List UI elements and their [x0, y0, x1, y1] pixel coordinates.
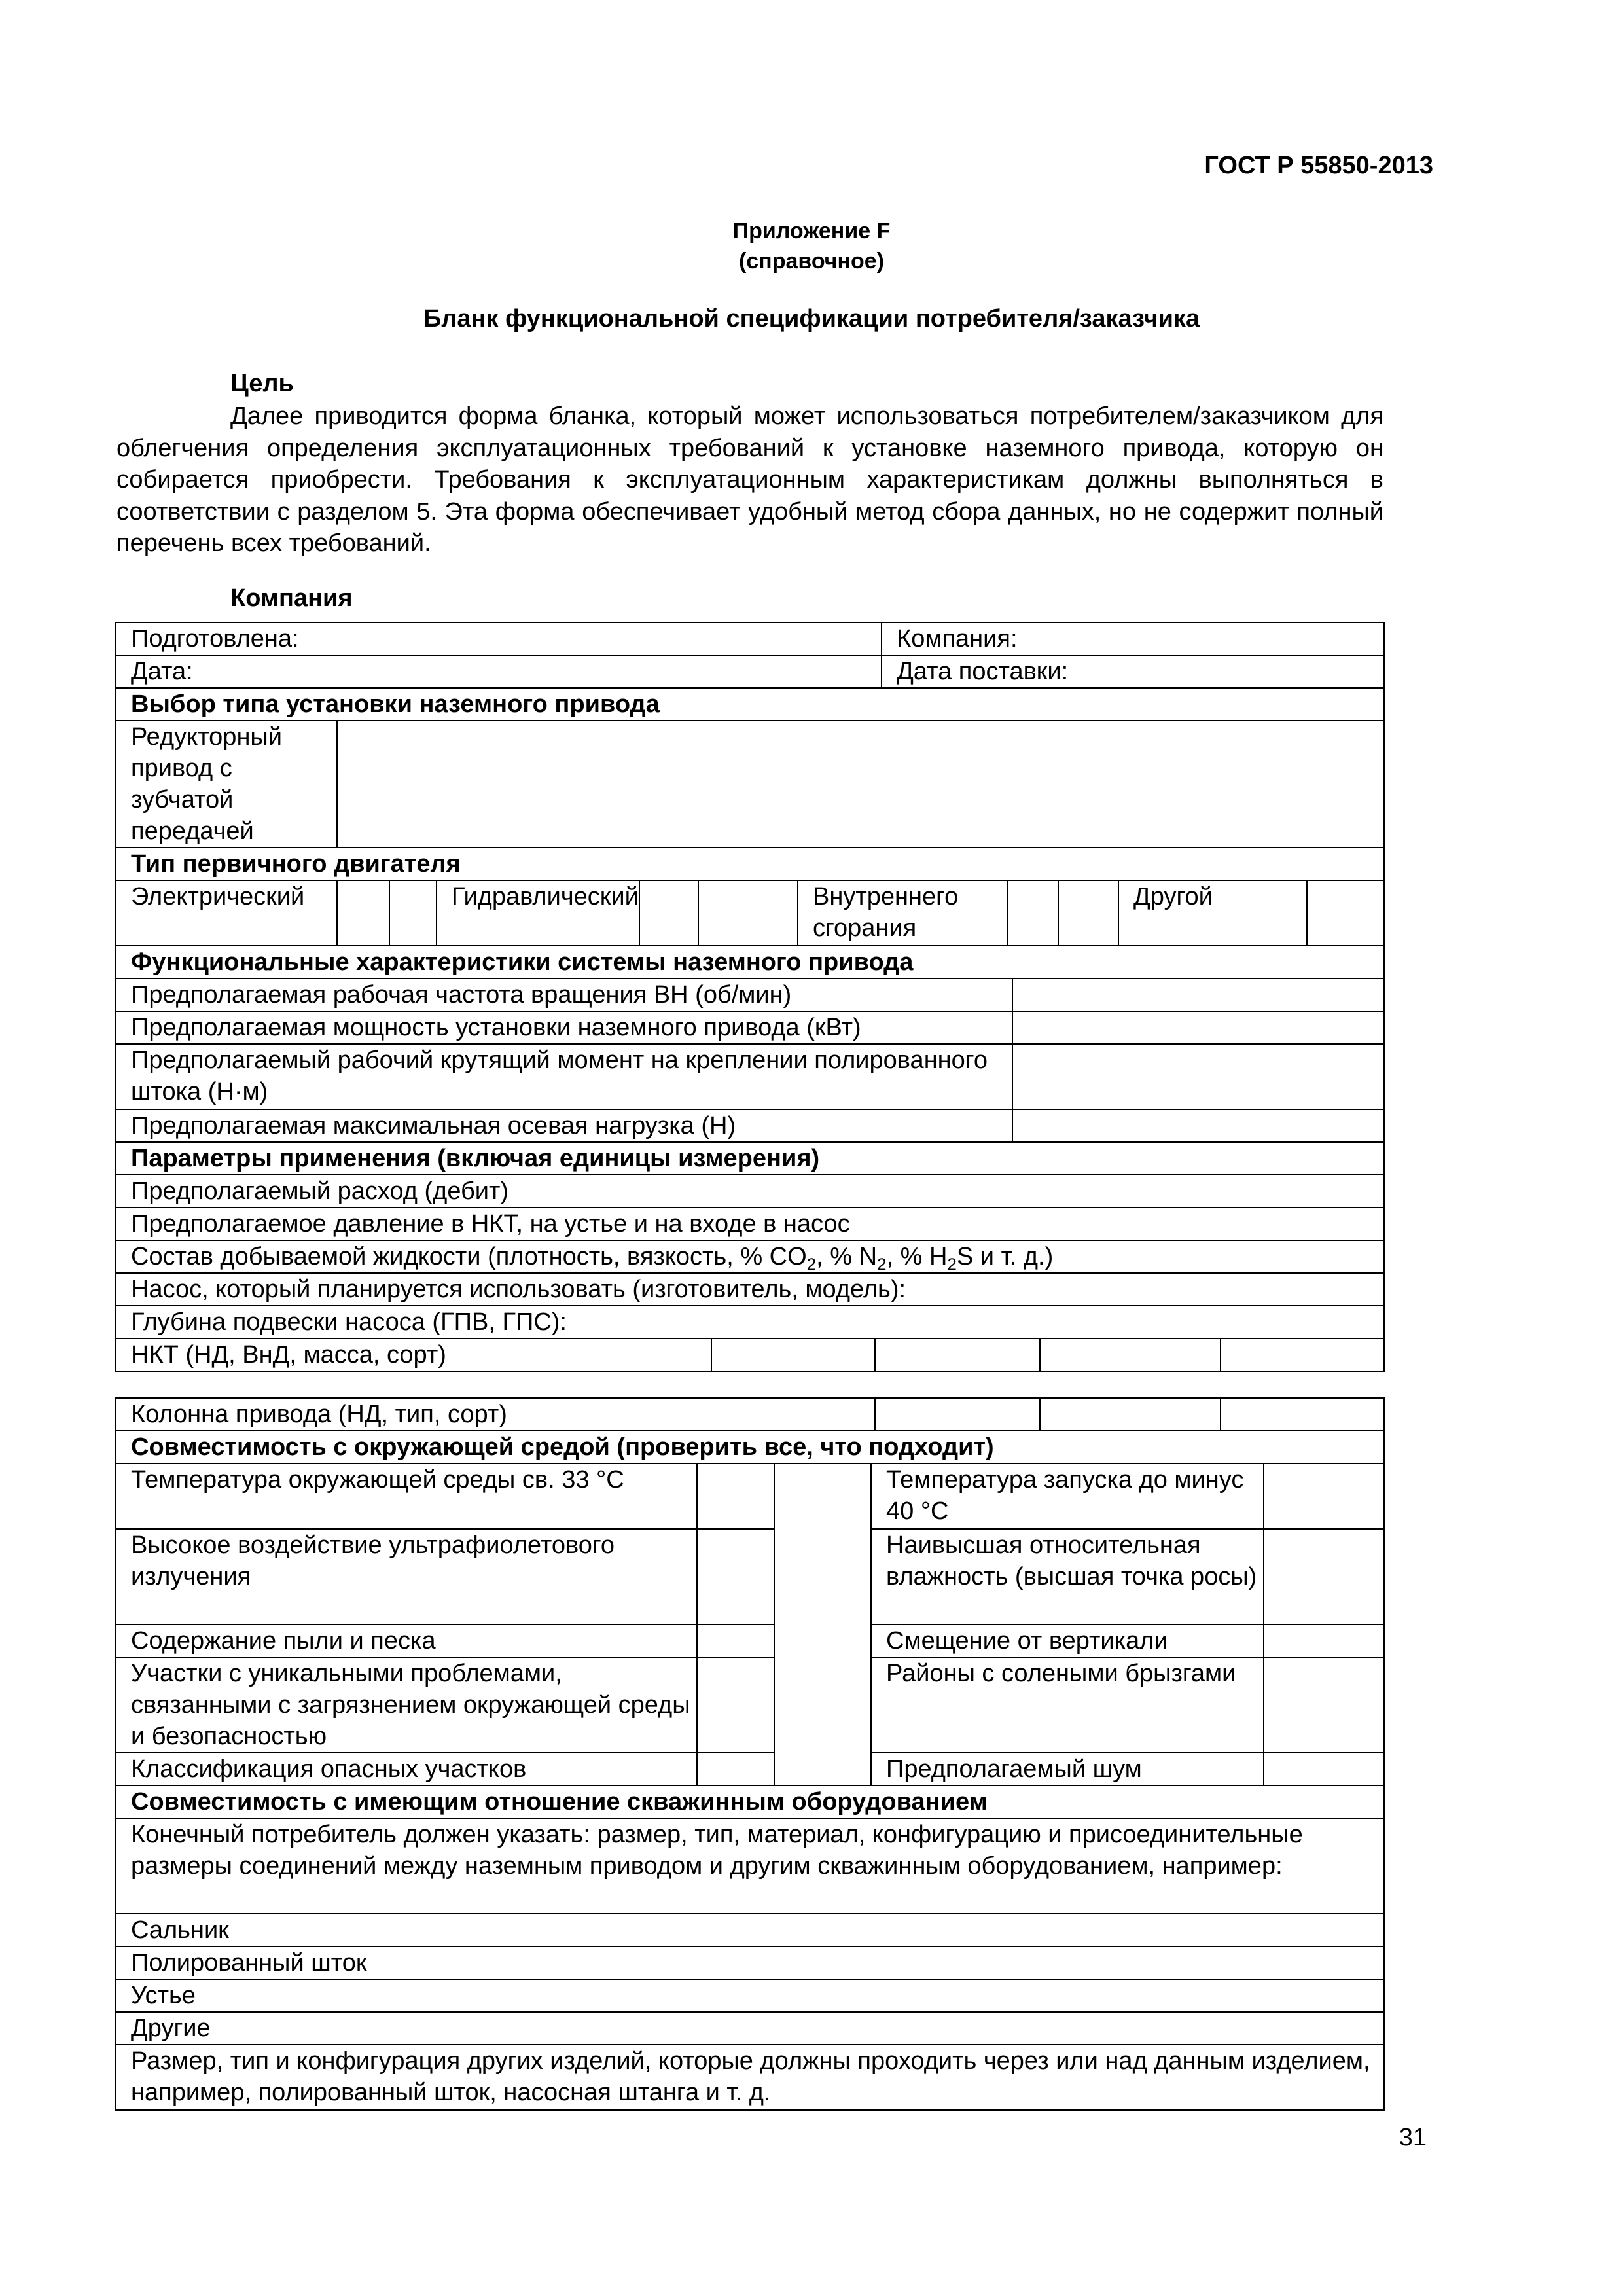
- gear-drive-label: Редукторный привод с зубчатой передачей: [116, 721, 337, 848]
- motor-other-checkbox[interactable]: [1308, 881, 1384, 946]
- motor-hydraulic-checkbox[interactable]: [640, 881, 699, 946]
- annex-label: Приложение F: [732, 219, 891, 243]
- drive-column-label: Колонна привода (НД, тип, сорт): [116, 1399, 876, 1431]
- prepared-field[interactable]: Подготовлена:: [116, 622, 882, 655]
- fluid-composition-row[interactable]: [116, 1240, 1384, 1273]
- gear-drive-value[interactable]: [337, 721, 1384, 848]
- env-gap: [774, 1463, 871, 1529]
- drive-column-value-2[interactable]: [1041, 1399, 1221, 1431]
- env-right-checkbox[interactable]: [1264, 1624, 1384, 1657]
- tubing-label: НКТ (НД, ВнД, масса, сорт): [116, 1339, 712, 1371]
- func-row-value[interactable]: [1012, 1109, 1384, 1142]
- motor-ice-checkbox[interactable]: [1008, 881, 1059, 946]
- tubing-value-1[interactable]: [712, 1339, 876, 1371]
- env-left-label: Классификация опасных участков: [116, 1753, 697, 1785]
- well-note[interactable]: Размер, тип и конфигурация других изделий, которые должны проходить через или над данным изделием, например, полированный шток, насосная штанга и т. д.: [116, 2045, 1384, 2110]
- env-right-label: Смещение от вертикали: [871, 1624, 1264, 1657]
- drive-column-value-3[interactable]: [1221, 1399, 1384, 1431]
- env-left-checkbox[interactable]: [697, 1657, 774, 1753]
- application-heading: Параметры применения (включая единицы измерения): [116, 1142, 1384, 1175]
- env-left-checkbox[interactable]: [697, 1529, 774, 1624]
- fluid-text: , % H: [886, 1243, 948, 1270]
- env-gap: [774, 1529, 871, 1624]
- motor-ice-label: Внутреннего сгорания: [797, 881, 1008, 946]
- well-item-polished-rod[interactable]: Полированный шток: [116, 1946, 1384, 1979]
- spec-table-1: [115, 622, 1385, 1372]
- tubing-row: [116, 1338, 1384, 1371]
- company-field[interactable]: Компания:: [882, 622, 1384, 655]
- env-gap: [774, 1624, 871, 1657]
- fluid-text: Состав добываемой жидкости (плотность, вязкость, % CO: [131, 1243, 807, 1270]
- tubing-value-3[interactable]: [1041, 1339, 1221, 1371]
- application-row[interactable]: Предполагаемое давление в НКТ, на устье и на входе в насос: [116, 1208, 1384, 1240]
- drive-column-value-1[interactable]: [876, 1399, 1041, 1431]
- goal-heading: Цель: [230, 370, 294, 397]
- env-left-label: Высокое воздействие ультрафиолетового излучения: [116, 1529, 697, 1624]
- environment-heading: Совместимость с окружающей средой (проверить все, что подходит): [116, 1431, 1384, 1463]
- annex-type: (справочное): [738, 249, 885, 274]
- pump-depth-row[interactable]: Глубина подвески насоса (ГПВ, ГПС):: [116, 1306, 1384, 1338]
- motor-other-label: Другой: [1118, 881, 1308, 946]
- env-right-label: Наивысшая относительная влажность (высшая точка росы): [871, 1529, 1264, 1624]
- func-row-value[interactable]: [1012, 978, 1384, 1011]
- annex-heading: [0, 216, 1623, 276]
- fluid-text: , % N: [816, 1243, 878, 1270]
- pump-row[interactable]: Насос, который планируется использовать (изготовитель, модель):: [116, 1273, 1384, 1306]
- env-left-label: Температура окружающей среды св. 33 °С: [116, 1463, 697, 1529]
- page-number: 31: [1399, 2124, 1427, 2151]
- drive-column-row: [116, 1398, 1384, 1431]
- env-right-label: Температура запуска до минус 40 °С: [871, 1463, 1264, 1529]
- env-left-checkbox[interactable]: [697, 1753, 774, 1785]
- fluid-sub: 2: [806, 1254, 817, 1273]
- fluid-sub: 2: [947, 1254, 957, 1273]
- env-left-checkbox[interactable]: [697, 1624, 774, 1657]
- env-gap: [774, 1657, 871, 1753]
- env-right-label: Районы с солеными брызгами: [871, 1657, 1264, 1753]
- well-item-other[interactable]: Другие: [116, 2012, 1384, 2045]
- application-row[interactable]: Предполагаемый расход (дебит): [116, 1175, 1384, 1208]
- date-field[interactable]: Дата:: [116, 655, 882, 688]
- tubing-value-2[interactable]: [876, 1339, 1041, 1371]
- env-left-checkbox[interactable]: [697, 1463, 774, 1529]
- func-row-label: Предполагаемая рабочая частота вращения ВН (об/мин): [116, 978, 1012, 1011]
- func-row-label: Предполагаемая мощность установки наземного привода (кВт): [116, 1011, 1012, 1044]
- motor-type-heading: Тип первичного двигателя: [116, 848, 1384, 880]
- tubing-value-4[interactable]: [1221, 1339, 1384, 1371]
- env-gap: [774, 1753, 871, 1785]
- motor-hydraulic-label: Гидравлический: [436, 881, 640, 946]
- fluid-sub: 2: [877, 1254, 887, 1273]
- drive-type-heading: Выбор типа установки наземного привода: [116, 688, 1384, 721]
- env-right-checkbox[interactable]: [1264, 1529, 1384, 1624]
- func-row-value[interactable]: [1012, 1044, 1384, 1109]
- env-right-checkbox[interactable]: [1264, 1463, 1384, 1529]
- functional-heading: Функциональные характеристики системы наземного привода: [116, 946, 1384, 978]
- delivery-date-field[interactable]: Дата поставки:: [882, 655, 1384, 688]
- well-equipment-intro: Конечный потребитель должен указать: размер, тип, материал, конфигурацию и присоединительные размеры соединений между наземным приводом и другим скважинным оборудованием, например:: [116, 1818, 1384, 1914]
- func-row-value[interactable]: [1012, 1011, 1384, 1044]
- motor-electric-checkbox[interactable]: [338, 881, 390, 946]
- company-heading: Компания: [230, 584, 353, 612]
- well-item-stuffing-box[interactable]: Сальник: [116, 1914, 1384, 1946]
- spec-table-2: [115, 1397, 1385, 2111]
- goal-paragraph: Далее приводится форма бланка, который может использоваться потребителем/заказчиком для облегчения определения эксплуатационных требований к установке наземного привода, которую он собирается приобрести. Требования к эксплуатационным характеристикам должны выполняться в соответствии с разделом 5. Эта форма обеспечивает удобный метод сбора данных, но не содержит полный перечень всех требований.: [116, 403, 1383, 557]
- func-row-label: Предполагаемый рабочий крутящий момент на креплении полированного штока (Н·м): [116, 1044, 1012, 1109]
- env-left-label: Содержание пыли и песка: [116, 1624, 697, 1657]
- env-left-label: Участки с уникальными проблемами, связанными с загрязнением окружающей среды и безопасностью: [116, 1657, 697, 1753]
- env-right-label: Предполагаемый шум: [871, 1753, 1264, 1785]
- motor-electric-label: Электрический: [116, 881, 338, 946]
- form-title: Бланк функциональной спецификации потребителя/заказчика: [423, 305, 1200, 332]
- standard-designation: ГОСТ Р 55850-2013: [1204, 152, 1433, 179]
- well-item-wellhead[interactable]: Устье: [116, 1979, 1384, 2012]
- motor-type-row: [116, 880, 1384, 946]
- env-right-checkbox[interactable]: [1264, 1657, 1384, 1753]
- well-equipment-heading: Совместимость с имеющим отношение скважинным оборудованием: [116, 1785, 1384, 1818]
- env-right-checkbox[interactable]: [1264, 1753, 1384, 1785]
- fluid-text: S и т. д.): [956, 1243, 1054, 1270]
- func-row-label: Предполагаемая максимальная осевая нагрузка (Н): [116, 1109, 1012, 1142]
